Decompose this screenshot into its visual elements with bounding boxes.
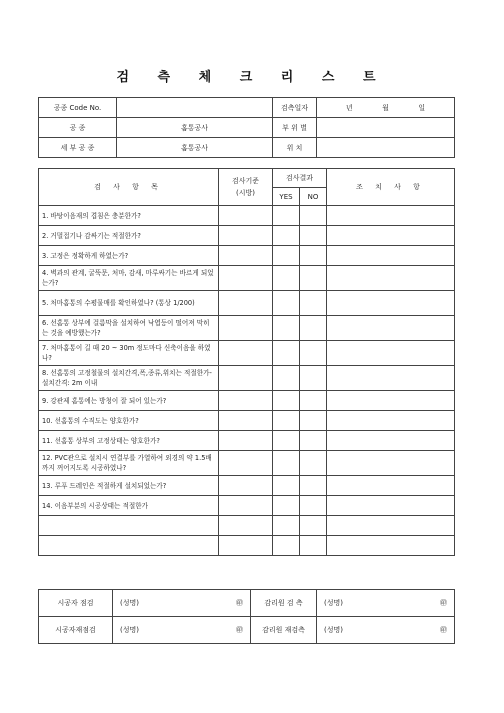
- contractor-recheck-name: (성명): [120, 626, 139, 634]
- supervisor-check-label: 감리원 검 측: [251, 590, 317, 617]
- supervisor-check-name: (성명): [324, 599, 343, 607]
- project-code-label: 공종 Code No.: [39, 98, 117, 118]
- seal-icon: ㊞: [440, 599, 447, 607]
- standard-cell[interactable]: [219, 391, 273, 411]
- signature-table: [38, 589, 455, 644]
- table-row: [39, 266, 455, 291]
- table-row: [39, 516, 455, 536]
- action-cell[interactable]: [327, 451, 455, 476]
- standard-cell[interactable]: [219, 516, 273, 536]
- table-row: [39, 291, 455, 316]
- checklist-item: 3. 고정은 정확하게 하였는가?: [39, 246, 219, 266]
- checklist-item: 12. PVC관으로 설치시 연결부를 가열하여 외경의 약 1.5배까지 꺼어지도록 시공하였나?: [39, 451, 219, 476]
- no-cell[interactable]: [300, 476, 327, 496]
- yes-cell[interactable]: [273, 246, 300, 266]
- seal-icon: ㊞: [236, 626, 243, 634]
- checklist-item: 9. 강관제 홈통에는 방청이 잘 되어 있는가?: [39, 391, 219, 411]
- work-type-label: 공 종: [39, 118, 117, 138]
- checklist-item: 14. 이음부분의 시공상태는 적절한가: [39, 496, 219, 516]
- table-row: [39, 366, 455, 391]
- yes-cell[interactable]: [273, 536, 300, 556]
- no-cell[interactable]: [300, 496, 327, 516]
- no-cell[interactable]: [300, 431, 327, 451]
- location-field[interactable]: [317, 118, 455, 138]
- action-cell[interactable]: [327, 496, 455, 516]
- col-standard-line1: 검사기준: [231, 177, 260, 185]
- supervisor-recheck-sign[interactable]: [317, 617, 455, 644]
- sub-work-value[interactable]: 홈통공사: [117, 138, 273, 158]
- col-no-header: NO: [300, 188, 327, 206]
- standard-cell[interactable]: [219, 291, 273, 316]
- yes-cell[interactable]: [273, 226, 300, 246]
- location-label: 부 위 별: [273, 118, 317, 138]
- standard-cell[interactable]: [219, 366, 273, 391]
- yes-cell[interactable]: [273, 411, 300, 431]
- no-cell[interactable]: [300, 536, 327, 556]
- action-cell[interactable]: [327, 206, 455, 226]
- checklist-item: [39, 536, 219, 556]
- col-result-header: 검사결과: [273, 169, 327, 188]
- seal-icon: ㊞: [236, 599, 243, 607]
- checklist-item: 10. 선홈통의 수직도는 양호한가?: [39, 411, 219, 431]
- action-cell[interactable]: [327, 411, 455, 431]
- no-cell[interactable]: [300, 391, 327, 411]
- table-row: [39, 226, 455, 246]
- yes-cell[interactable]: [273, 476, 300, 496]
- standard-cell[interactable]: [219, 226, 273, 246]
- position-label: 위 치: [273, 138, 317, 158]
- standard-cell[interactable]: [219, 246, 273, 266]
- no-cell[interactable]: [300, 226, 327, 246]
- yes-cell[interactable]: [273, 341, 300, 366]
- contractor-check-label: 시공자 점검: [39, 590, 113, 617]
- action-cell[interactable]: [327, 226, 455, 246]
- standard-cell[interactable]: [219, 341, 273, 366]
- no-cell[interactable]: [300, 366, 327, 391]
- action-cell[interactable]: [327, 516, 455, 536]
- action-cell[interactable]: [327, 316, 455, 341]
- no-cell[interactable]: [300, 451, 327, 476]
- checklist-item: 13. 루푸 드레인은 적절하게 설치되었는가?: [39, 476, 219, 496]
- action-cell[interactable]: [327, 366, 455, 391]
- col-standard-line2: (시방): [236, 189, 255, 197]
- yes-cell[interactable]: [273, 391, 300, 411]
- col-item-header: 검 사 항 목: [39, 169, 219, 206]
- action-cell[interactable]: [327, 476, 455, 496]
- table-row: [39, 206, 455, 226]
- checklist-item: 6. 선홈통 상부에 걸름막을 설치하여 낙엽등이 떨어져 막히는 것을 예방했는가?: [39, 316, 219, 341]
- supervisor-recheck-label: 감리원 재검측: [251, 617, 317, 644]
- standard-cell[interactable]: [219, 206, 273, 226]
- supervisor-check-sign[interactable]: [317, 590, 455, 617]
- standard-cell[interactable]: [219, 476, 273, 496]
- date-year: 년: [345, 103, 353, 112]
- yes-cell[interactable]: [273, 431, 300, 451]
- col-standard-header: [219, 169, 273, 206]
- action-cell[interactable]: [327, 391, 455, 411]
- yes-cell[interactable]: [273, 291, 300, 316]
- contractor-recheck-label: 시공자재점검: [39, 617, 113, 644]
- no-cell[interactable]: [300, 206, 327, 226]
- no-cell[interactable]: [300, 291, 327, 316]
- col-action-header: 조 치 사 항: [327, 169, 455, 206]
- checklist-table: [38, 168, 455, 556]
- standard-cell[interactable]: [219, 431, 273, 451]
- col-yes-header: YES: [273, 188, 300, 206]
- no-cell[interactable]: [300, 316, 327, 341]
- action-cell[interactable]: [327, 341, 455, 366]
- seal-icon: ㊞: [440, 626, 447, 634]
- action-cell[interactable]: [327, 246, 455, 266]
- table-row: [39, 536, 455, 556]
- checklist-item: 1. 바탕이음재의 겹침은 충분한가?: [39, 206, 219, 226]
- inspection-date-field[interactable]: [317, 98, 455, 118]
- page-title: 검 측 체 크 리 스 트: [116, 70, 388, 85]
- yes-cell[interactable]: [273, 366, 300, 391]
- table-row: [39, 476, 455, 496]
- no-cell[interactable]: [300, 516, 327, 536]
- checklist-item: 11. 선홈통 상부의 고정상태는 양호한가?: [39, 431, 219, 451]
- sub-work-label: 세 부 공 종: [39, 138, 117, 158]
- action-cell[interactable]: [327, 291, 455, 316]
- standard-cell[interactable]: [219, 536, 273, 556]
- table-row: [39, 496, 455, 516]
- yes-cell[interactable]: [273, 496, 300, 516]
- standard-cell[interactable]: [219, 451, 273, 476]
- checklist-item: 2. 거멀접기나 감싸기는 적절한가?: [39, 226, 219, 246]
- yes-cell[interactable]: [273, 206, 300, 226]
- standard-cell[interactable]: [219, 316, 273, 341]
- table-row: [39, 341, 455, 366]
- table-row: [39, 431, 455, 451]
- position-field[interactable]: [317, 138, 455, 158]
- header-table: [38, 97, 455, 158]
- project-code-field[interactable]: [117, 98, 273, 118]
- no-cell[interactable]: [300, 411, 327, 431]
- standard-cell[interactable]: [219, 411, 273, 431]
- no-cell[interactable]: [300, 341, 327, 366]
- supervisor-recheck-name: (성명): [324, 626, 343, 634]
- date-month: 월: [382, 103, 389, 112]
- yes-cell[interactable]: [273, 266, 300, 291]
- table-row: [39, 316, 455, 341]
- table-row: [39, 451, 455, 476]
- no-cell[interactable]: [300, 246, 327, 266]
- date-day: 일: [418, 103, 426, 112]
- action-cell[interactable]: [327, 536, 455, 556]
- standard-cell[interactable]: [219, 266, 273, 291]
- contractor-check-sign[interactable]: [113, 590, 251, 617]
- action-cell[interactable]: [327, 431, 455, 451]
- contractor-recheck-sign[interactable]: [113, 617, 251, 644]
- yes-cell[interactable]: [273, 516, 300, 536]
- checklist-item: [39, 516, 219, 536]
- work-type-value[interactable]: 홈통공사: [117, 118, 273, 138]
- standard-cell[interactable]: [219, 496, 273, 516]
- yes-cell[interactable]: [273, 451, 300, 476]
- table-row: [39, 391, 455, 411]
- no-cell[interactable]: [300, 266, 327, 291]
- action-cell[interactable]: [327, 266, 455, 291]
- table-row: [39, 246, 455, 266]
- checklist-item: 4. 벽과의 관계, 굴뚝문, 처마, 감새, 마루싸기는 바르게 되었는가?: [39, 266, 219, 291]
- yes-cell[interactable]: [273, 316, 300, 341]
- checklist-item: 7. 처마홈통이 길 때 20 ~ 30m 정도마다 신축이음을 하였나?: [39, 341, 219, 366]
- contractor-check-name: (성명): [120, 599, 139, 607]
- inspection-date-label: 검측일자: [273, 98, 317, 118]
- checklist-item: 5. 처마홈통의 수평물매를 확인하였나? (통상 1/200): [39, 291, 219, 316]
- table-row: [39, 411, 455, 431]
- checklist-item: 8. 선홈통의 고정철물의 설치간격,폭,종류,위치는 적절한가- 설치간격: 2m 이내: [39, 366, 219, 391]
